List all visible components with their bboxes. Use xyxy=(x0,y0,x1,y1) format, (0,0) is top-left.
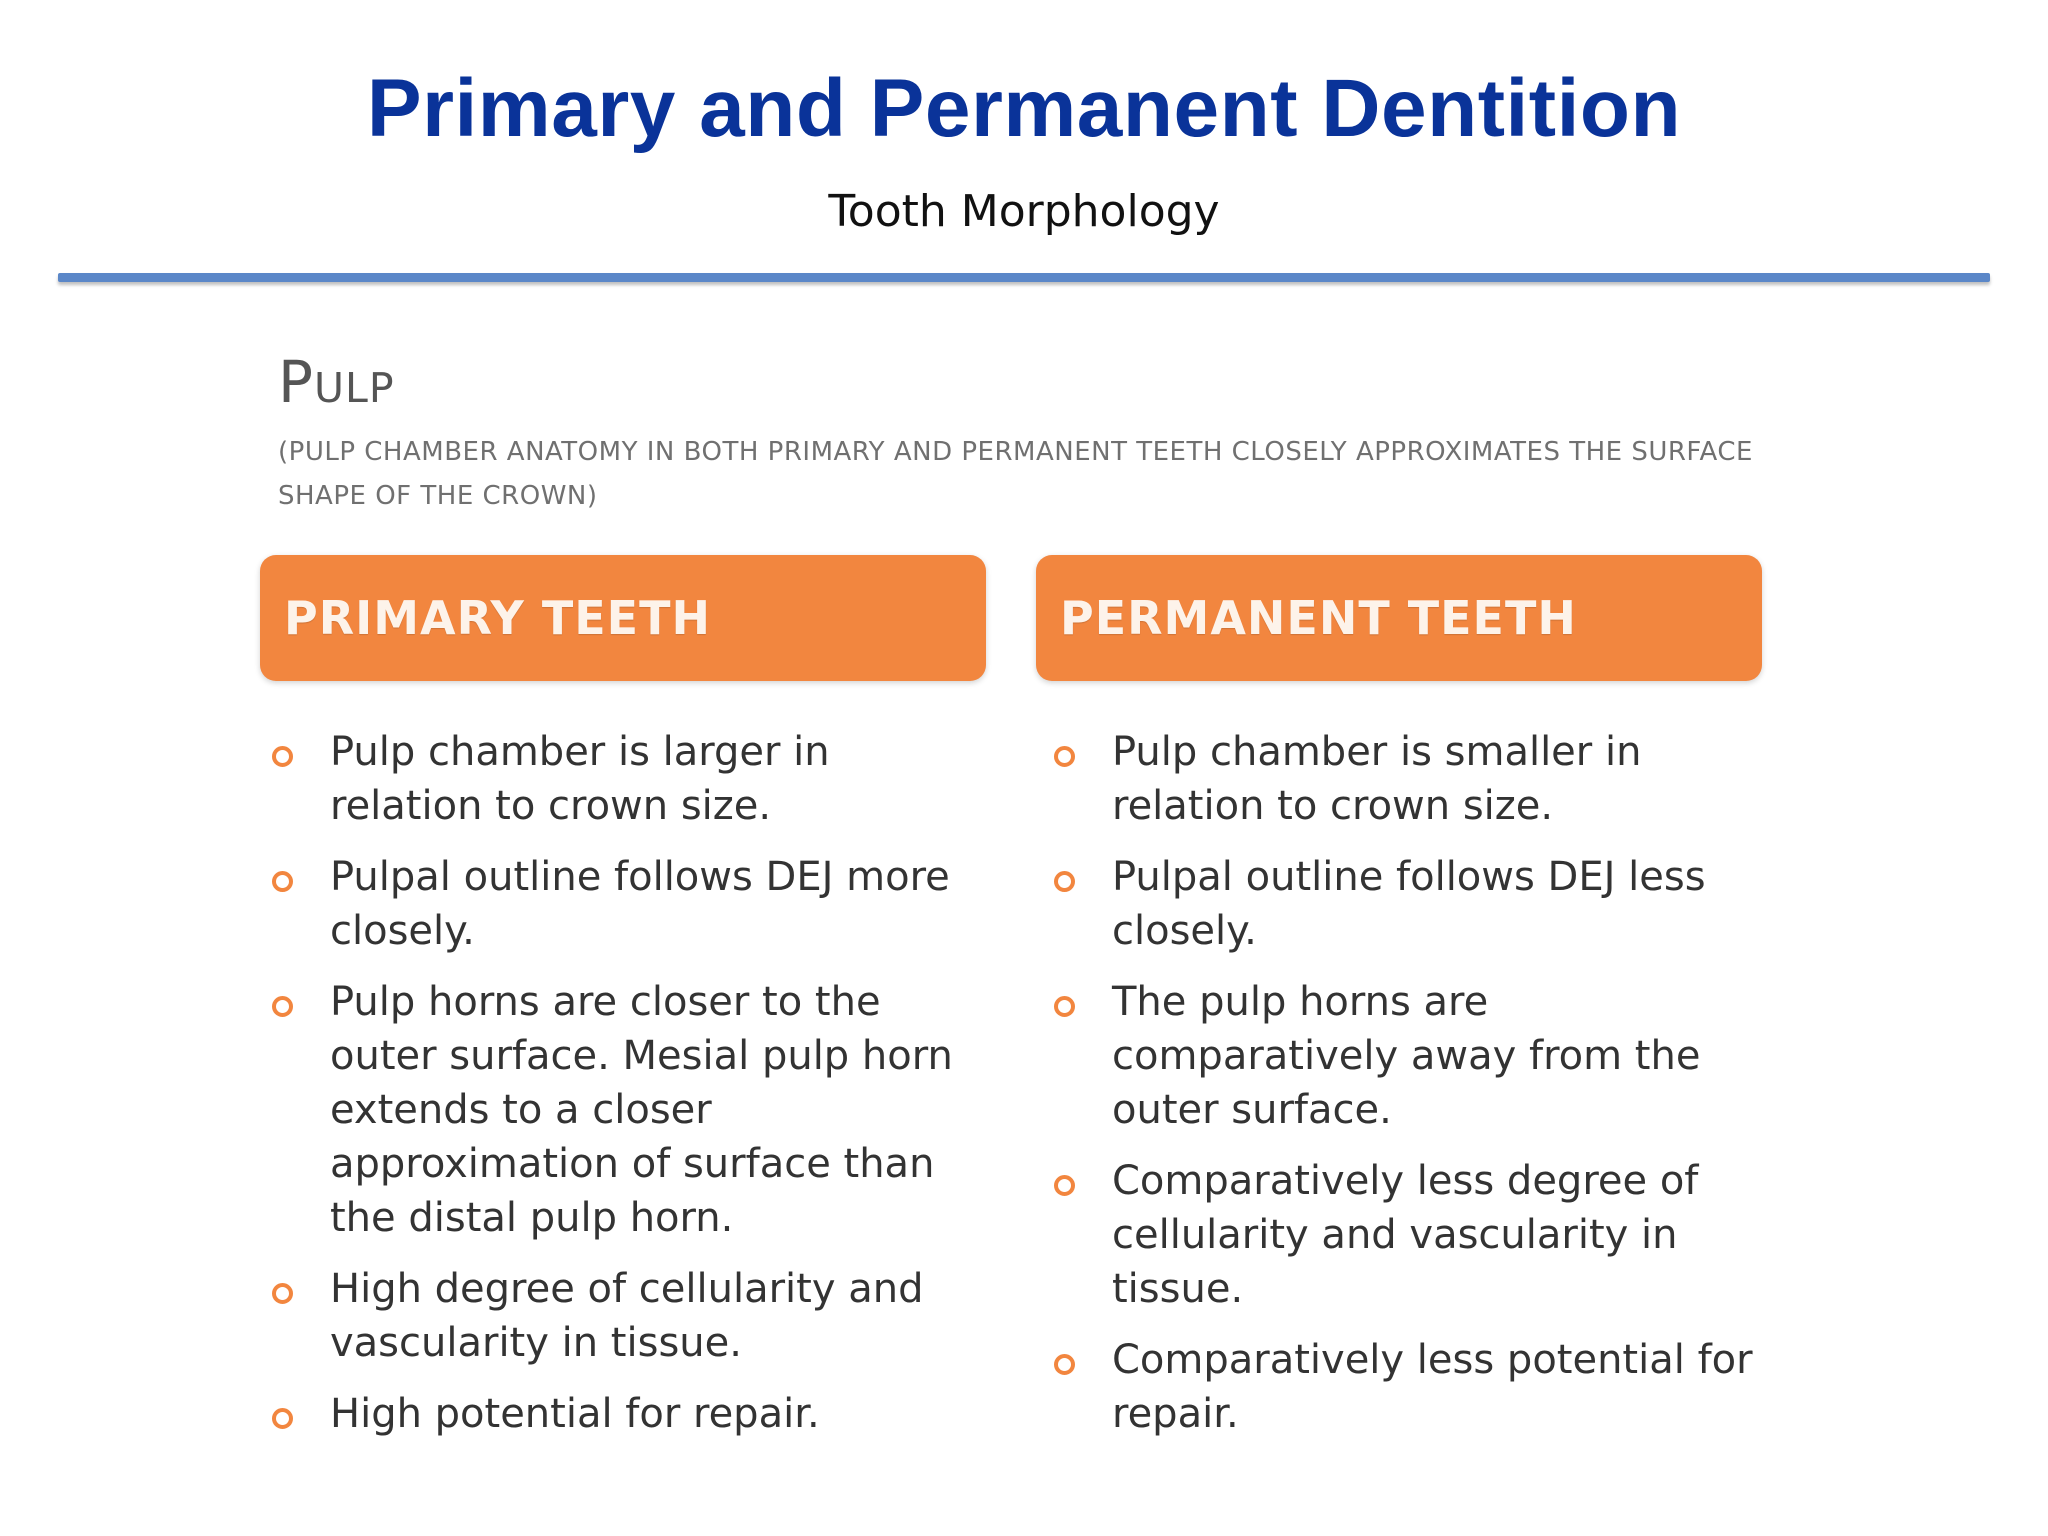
list-item xyxy=(270,850,990,958)
list-item xyxy=(1052,725,1772,833)
bullet-icon xyxy=(272,996,293,1017)
list-item xyxy=(270,1387,990,1441)
section-heading: Pulp xyxy=(278,348,395,416)
bullet-icon xyxy=(1054,871,1075,892)
list-item-text: Pulpal outline follows DEJ less closely. xyxy=(1112,854,1706,954)
permanent-teeth-list xyxy=(1052,725,1772,1458)
list-item xyxy=(1052,1154,1772,1316)
list-item xyxy=(270,725,990,833)
list-item xyxy=(270,1262,990,1370)
list-item-text: Comparatively less potential for repair. xyxy=(1112,1337,1753,1437)
list-item-text: High potential for repair. xyxy=(330,1391,820,1437)
bullet-icon xyxy=(1054,1175,1075,1196)
list-item xyxy=(1052,1333,1772,1441)
list-item-text: The pulp horns are comparatively away from the outer surface. xyxy=(1112,979,1701,1133)
primary-teeth-header: PRIMARY TEETH xyxy=(260,555,986,681)
bullet-icon xyxy=(1054,746,1075,767)
bullet-icon xyxy=(1054,1354,1075,1375)
pulp-comparison-image xyxy=(248,330,1788,1470)
list-item-text: Pulp chamber is larger in relation to crown size. xyxy=(330,729,830,829)
permanent-teeth-header: PERMANENT TEETH xyxy=(1036,555,1762,681)
bullet-icon xyxy=(272,871,293,892)
list-item-text: Comparatively less degree of cellularity and vascularity in tissue. xyxy=(1112,1158,1699,1312)
list-item-text: High degree of cellularity and vascularity in tissue. xyxy=(330,1266,924,1366)
section-note: (PULP CHAMBER ANATOMY IN BOTH PRIMARY AND PERMANENT TEETH CLOSELY APPROXIMATES THE SURFACE SHAPE OF THE CROWN) xyxy=(278,437,1753,511)
list-item xyxy=(1052,850,1772,958)
bullet-icon xyxy=(272,1408,293,1429)
primary-teeth-list xyxy=(270,725,990,1458)
bullet-icon xyxy=(272,746,293,767)
bullet-icon xyxy=(1054,996,1075,1017)
slide-subtitle: Tooth Morphology xyxy=(828,186,1220,237)
list-item xyxy=(1052,975,1772,1137)
list-item-text: Pulpal outline follows DEJ more closely. xyxy=(330,854,950,954)
list-item xyxy=(270,975,990,1245)
title-divider xyxy=(58,273,1990,282)
bullet-icon xyxy=(272,1283,293,1304)
list-item-text: Pulp chamber is smaller in relation to crown size. xyxy=(1112,729,1642,829)
slide-title: Primary and Permanent Dentition xyxy=(366,63,1682,154)
list-item-text: Pulp horns are closer to the outer surface. Mesial pulp horn extends to a closer approximation of surface than the distal pulp horn. xyxy=(330,979,953,1241)
